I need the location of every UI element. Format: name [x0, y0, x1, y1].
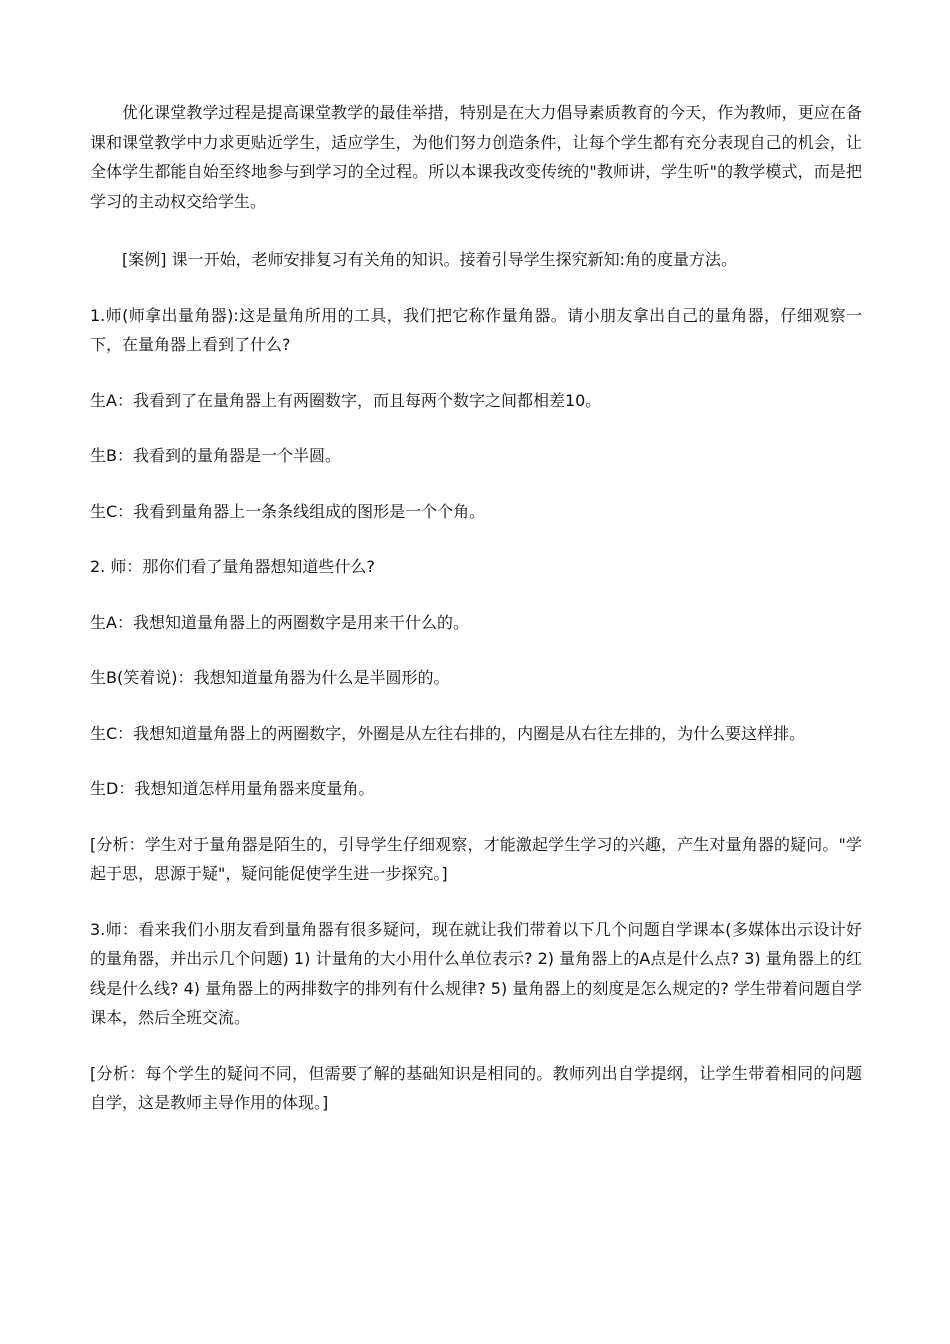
intro-paragraph: 优化课堂教学过程是提高课堂教学的最佳举措，特别是在大力倡导素质教育的今天，作为教师，更应在备课和课堂教学中力求更贴近学生，适应学生，为他们努力创造条件，让每个学生都有充分表现自己的机会，让全体学生都能自始至终地参与到学习的全过程。所以本课我改变传统的"教师讲，学生听"的教学模式，而是把学习的主动权交给学生。 — [90, 103, 862, 211]
student-c-answer-2: 生C：我想知道量角器上的两圈数字，外圈是从左往右排的，内圈是从右往左排的，为什么要这样排。 — [90, 723, 806, 743]
case-paragraph: [案例] 课一开始，老师安排复习有关角的知识。接着引导学生探究新知:角的度量方法。 — [122, 250, 737, 269]
student-d-answer-2: 生D：我想知道怎样用量角器来度量角。 — [90, 779, 375, 798]
teacher-step-1: 1.师(师拿出量角器):这是量角所用的工具，我们把它称作量角器。请小朋友拿出自己的量角器，仔细观察一下，在量角器上看到了什么? — [90, 305, 862, 354]
teacher-step-2: 2. 师：那你们看了量角器想知道些什么? — [90, 557, 375, 576]
student-c-answer-1: 生C：我看到量角器上一条条线组成的图形是一个个角。 — [90, 501, 486, 521]
student-a-answer-2: 生A：我想知道量角器上的两圈数字是用来干什么的。 — [90, 612, 469, 632]
teacher-step-3: 3.师：看来我们小朋友看到量角器有很多疑问，现在就让我们带着以下几个问题自学课本(多媒体出示设计好的量角器，并出示几个问题) 1) 计量角的大小用什么单位表示? 2) 量角器上的A点是什么点? 3) 量角器上的红线是什么线? 4) 量角器上的两排数字的排列有什么规律? 5) 量角器上的刻度是怎么规定的? 学生带着问题自学课本，然后全班交流。 — [90, 919, 862, 1027]
student-b-answer-1: 生B：我看到的量角器是一个半圆。 — [90, 446, 341, 465]
analysis-paragraph-1: [分析：学生对于量角器是陌生的，引导学生仔细观察，才能激起学生学习的兴趣，产生对量角器的疑问。"学起于思，思源于疑"，疑问能促使学生进一步探究。] — [90, 834, 862, 883]
student-a-answer-1: 生A：我看到了在量角器上有两圈数字，而且每两个数字之间都相差10。 — [90, 390, 602, 410]
document-page — [90, 98, 862, 1118]
analysis-paragraph-2: [分析：每个学生的疑问不同，但需要了解的基础知识是相同的。教师列出自学提纲，让学生带着相同的问题自学，这是教师主导作用的体现。] — [90, 1063, 862, 1112]
student-b-answer-2: 生B(笑着说)：我想知道量角器为什么是半圆形的。 — [90, 668, 450, 687]
